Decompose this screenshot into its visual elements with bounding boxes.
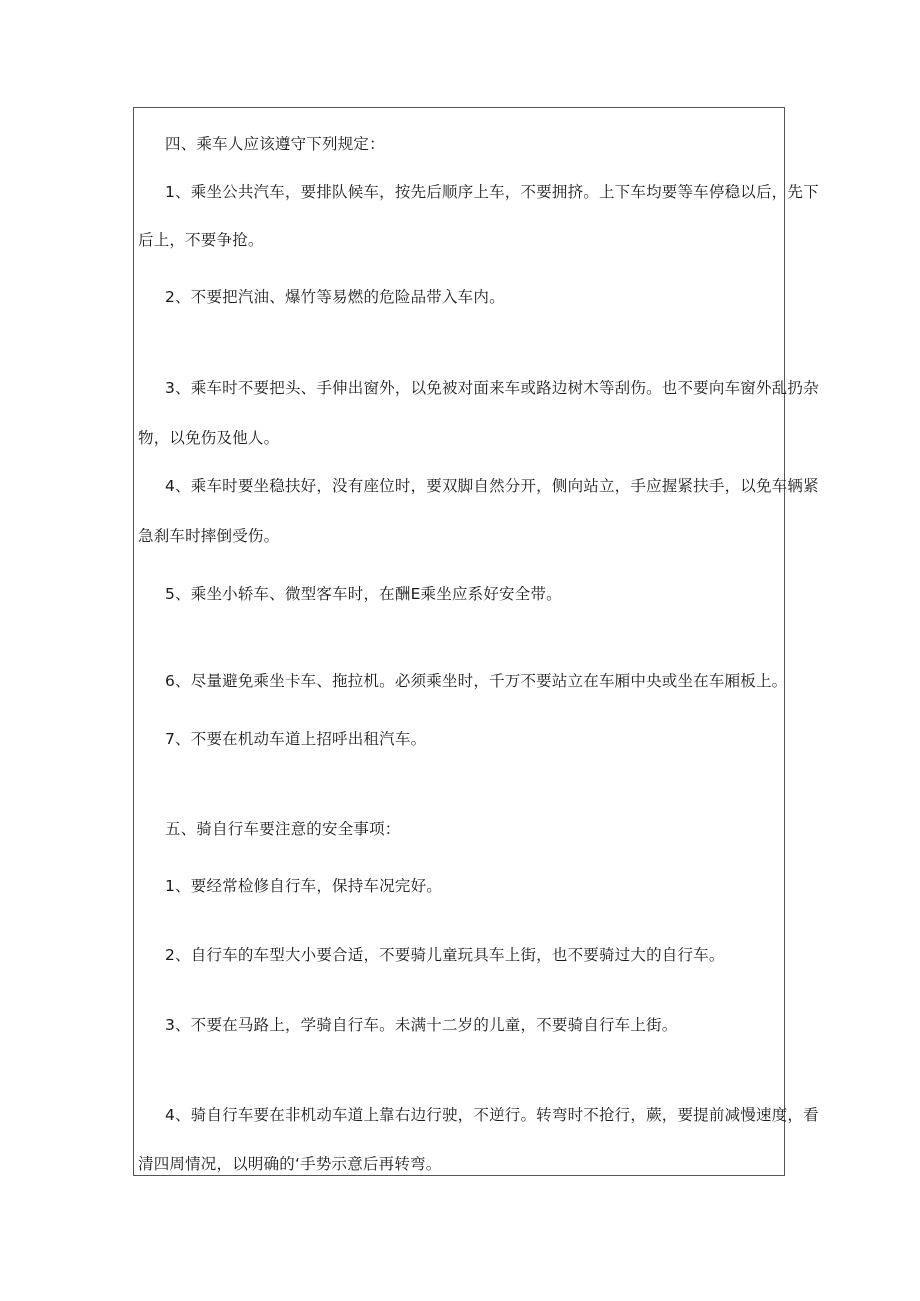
section4-item2: 2、不要把汽油、爆竹等易燃的危险品带入车内。 — [165, 288, 505, 306]
section4-item6: 6、尽量避免乘坐卡车、拖拉机。必须乘坐时，千万不要站立在车厢中央或坐在车厢板上。 — [165, 672, 788, 690]
section4-item3-line2: 物，以免伤及他人。 — [138, 429, 280, 447]
section5-item4-line2: 清四周情况，以明确的‘手势示意后再转弯。 — [138, 1155, 442, 1173]
document-frame — [133, 107, 819, 1176]
section4-item1-line2: 后上，不要争抢。 — [138, 231, 264, 249]
section4-item5: 5、乘坐小轿车、微型客车时，在酬E乘坐应系好安全带。 — [165, 585, 562, 603]
section4-heading: 四、乘车人应该遵守下列规定： — [165, 135, 385, 153]
section5-item2: 2、自行车的车型大小要合适，不要骑儿童玩具车上街，也不要骑过大的自行车。 — [165, 946, 725, 964]
section4-item3-line1: 3、乘车时不要把头、手伸出窗外，以免被对面来车或路边树木等刮伤。也不要向车窗外乱扔杂 — [165, 379, 819, 397]
section5-item3: 3、不要在马路上，学骑自行车。未满十二岁的儿童，不要骑自行车上街。 — [165, 1016, 678, 1034]
section4-item4-line1: 4、乘车时要坐稳扶好，没有座位时，要双脚自然分开，侧向站立，手应握紧扶手，以免车辆紧 — [165, 477, 819, 495]
section5-item4-line1: 4、骑自行车要在非机动车道上靠右边行驶，不逆行。转弯时不抢行，蕨，要提前减慢速度，看 — [165, 1106, 819, 1124]
section4-item7: 7、不要在机动车道上招呼出租汽车。 — [165, 730, 427, 748]
section5-heading: 五、骑自行车要注意的安全事项： — [165, 820, 401, 838]
section4-item1-line1: 1、乘坐公共汽车，要排队候车，按先后顺序上车，不要拥挤。上下车均要等车停稳以后，先下 — [165, 183, 819, 201]
section5-item1: 1、要经常检修自行车，保持车况完好。 — [165, 877, 442, 895]
section4-item4-line2: 急刹车时摔倒受伤。 — [138, 527, 280, 545]
